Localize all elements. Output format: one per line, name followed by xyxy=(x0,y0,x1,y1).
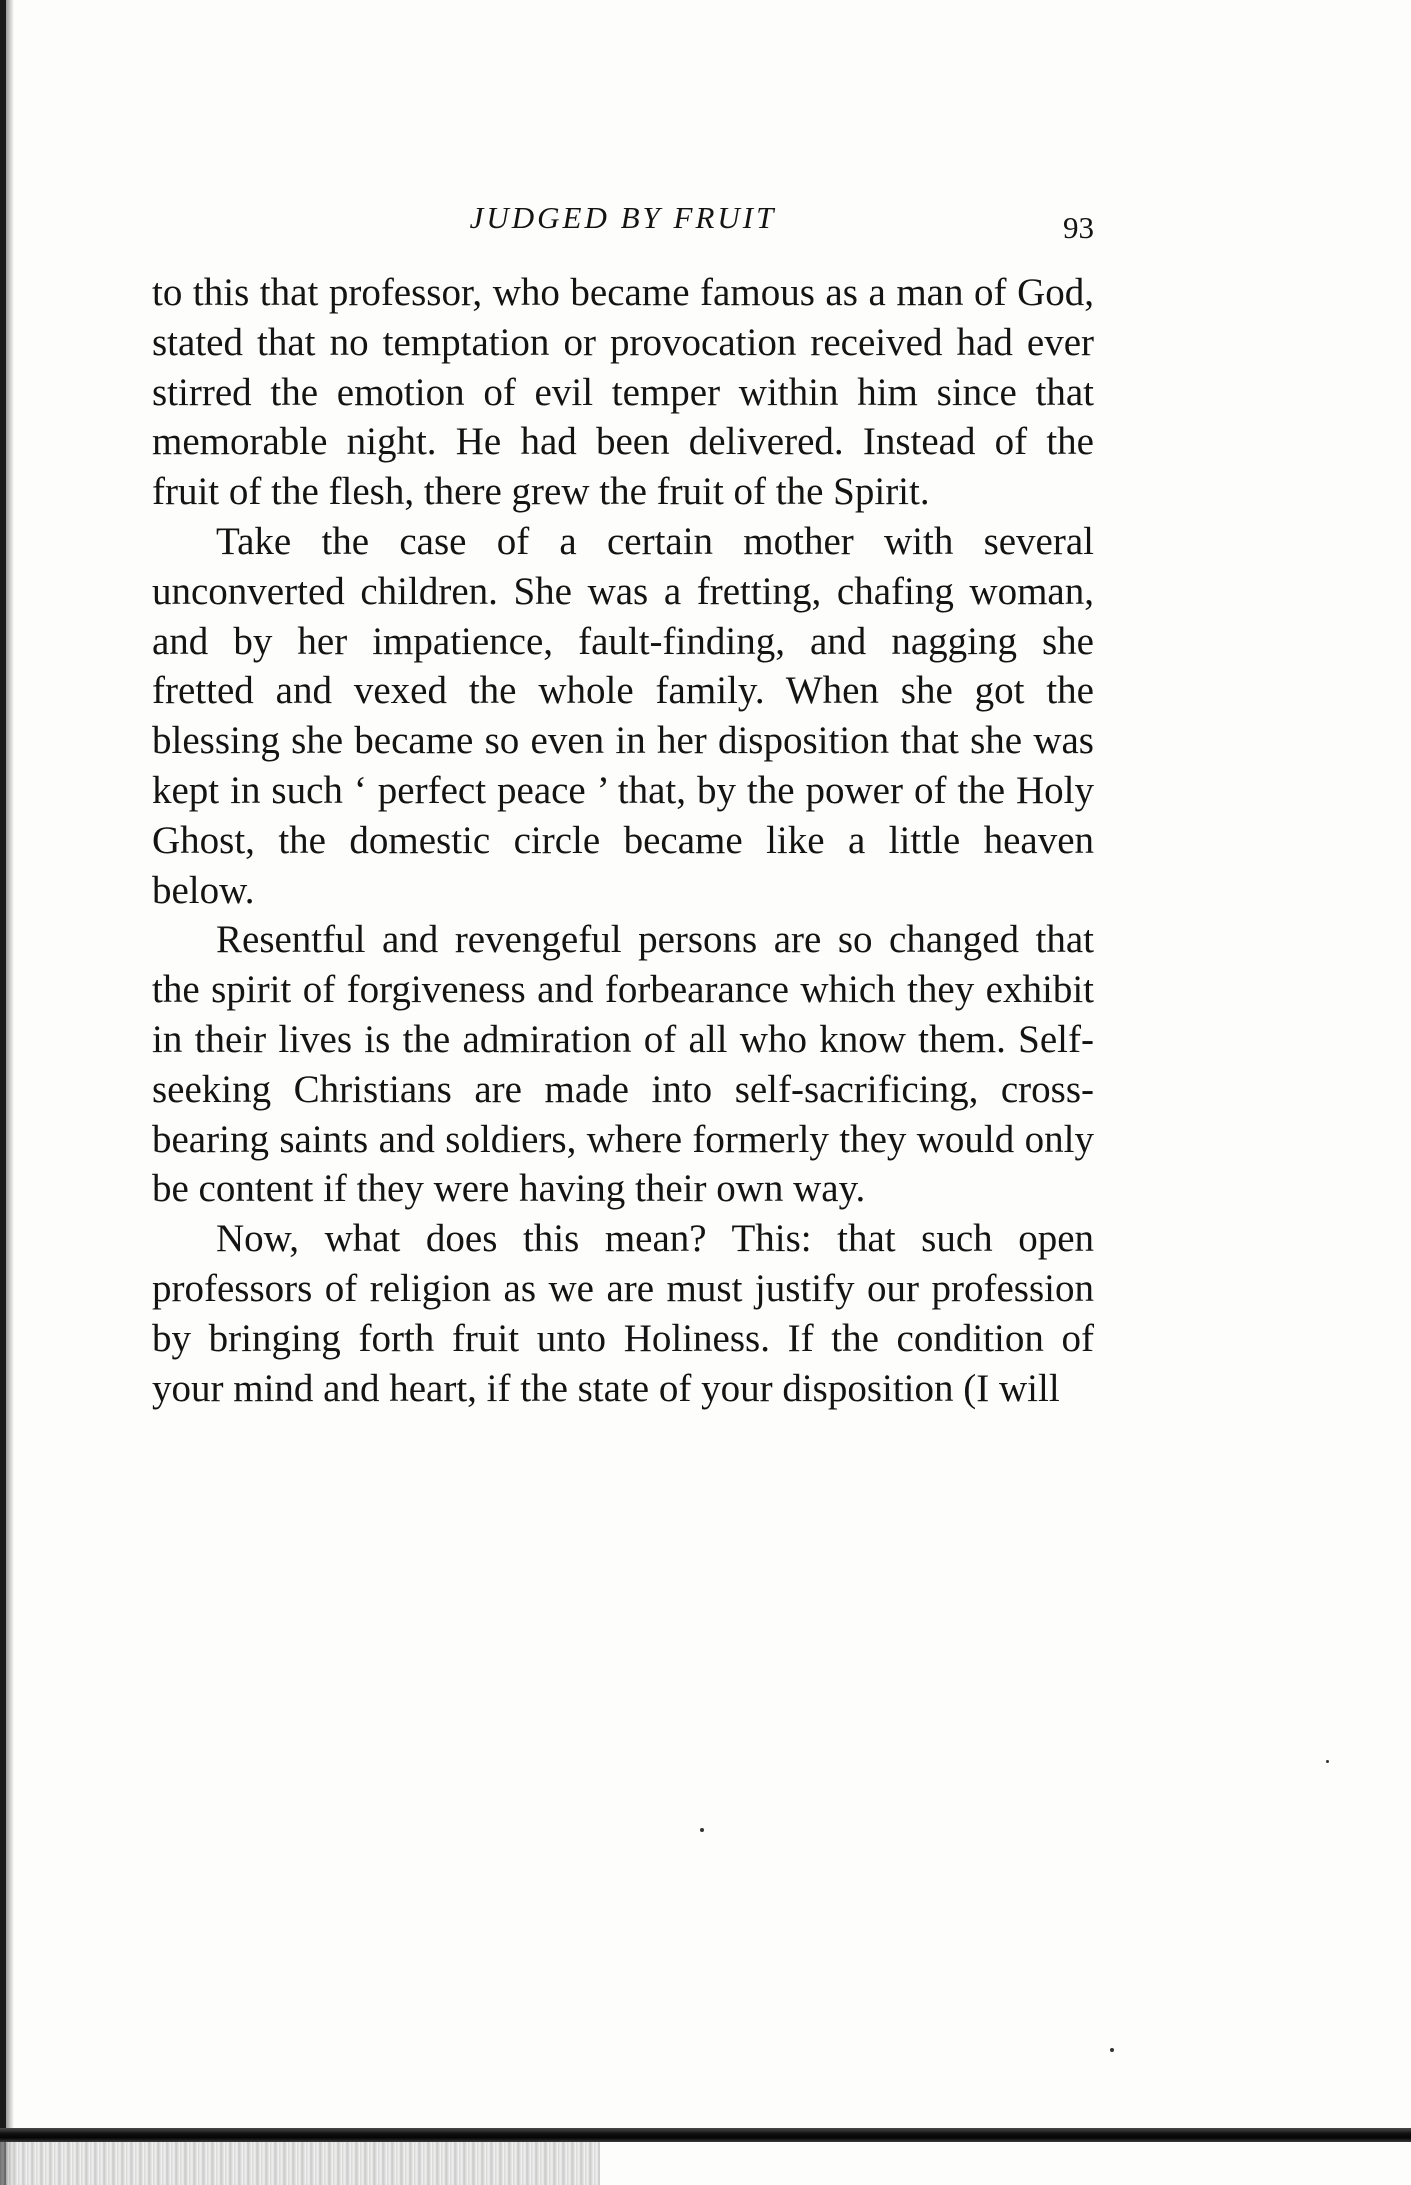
paragraph: Now, what does this mean? This: that such open professors of religion as we are must justify our profession by bringing forth fruit unto Holiness. If the condition of your mind and heart, if the state of your disposition (I will xyxy=(152,1217,1094,1410)
scan-noise xyxy=(0,2142,600,2185)
paragraph: Resentful and revengeful persons are so changed that the spirit of forgiveness and forbearance which they exhibit in their lives is the admiration of all who know them. Self-seeking Christians are made into self-sacrificing, cross-bearing saints and soldiers, where formerly they would only be content if they were having their own way. xyxy=(152,918,1094,1211)
body-text xyxy=(152,268,1094,1413)
page-bottom-edge xyxy=(0,2128,1411,2142)
binding-shadow xyxy=(6,0,14,2185)
running-title: JUDGED BY FRUIT xyxy=(469,200,777,235)
scan-speck xyxy=(1110,2048,1114,2052)
scan-speck xyxy=(1326,1760,1329,1763)
page-header xyxy=(152,198,1094,248)
paragraph: Take the case of a certain mother with several unconverted children. She was a fretting, chafing woman, and by her impatience, fault-finding, and nagging she fretted and vexed the whole family. When she got the blessing she became so even in her disposition that she was kept in such ‘ perfect peace ’ that, by the power of the Holy Ghost, the domestic circle became like a little heaven below. xyxy=(152,519,1094,912)
paragraph: to this that professor, who became famous as a man of God, stated that no temptation or provocation received had ever stirred the emotion of evil temper within him since that memorable night. He had been delivered. Instead of the fruit of the flesh, there grew the fruit of the Spirit. xyxy=(152,271,1094,514)
page-number: 93 xyxy=(1063,210,1094,245)
scan-speck xyxy=(700,1828,704,1832)
